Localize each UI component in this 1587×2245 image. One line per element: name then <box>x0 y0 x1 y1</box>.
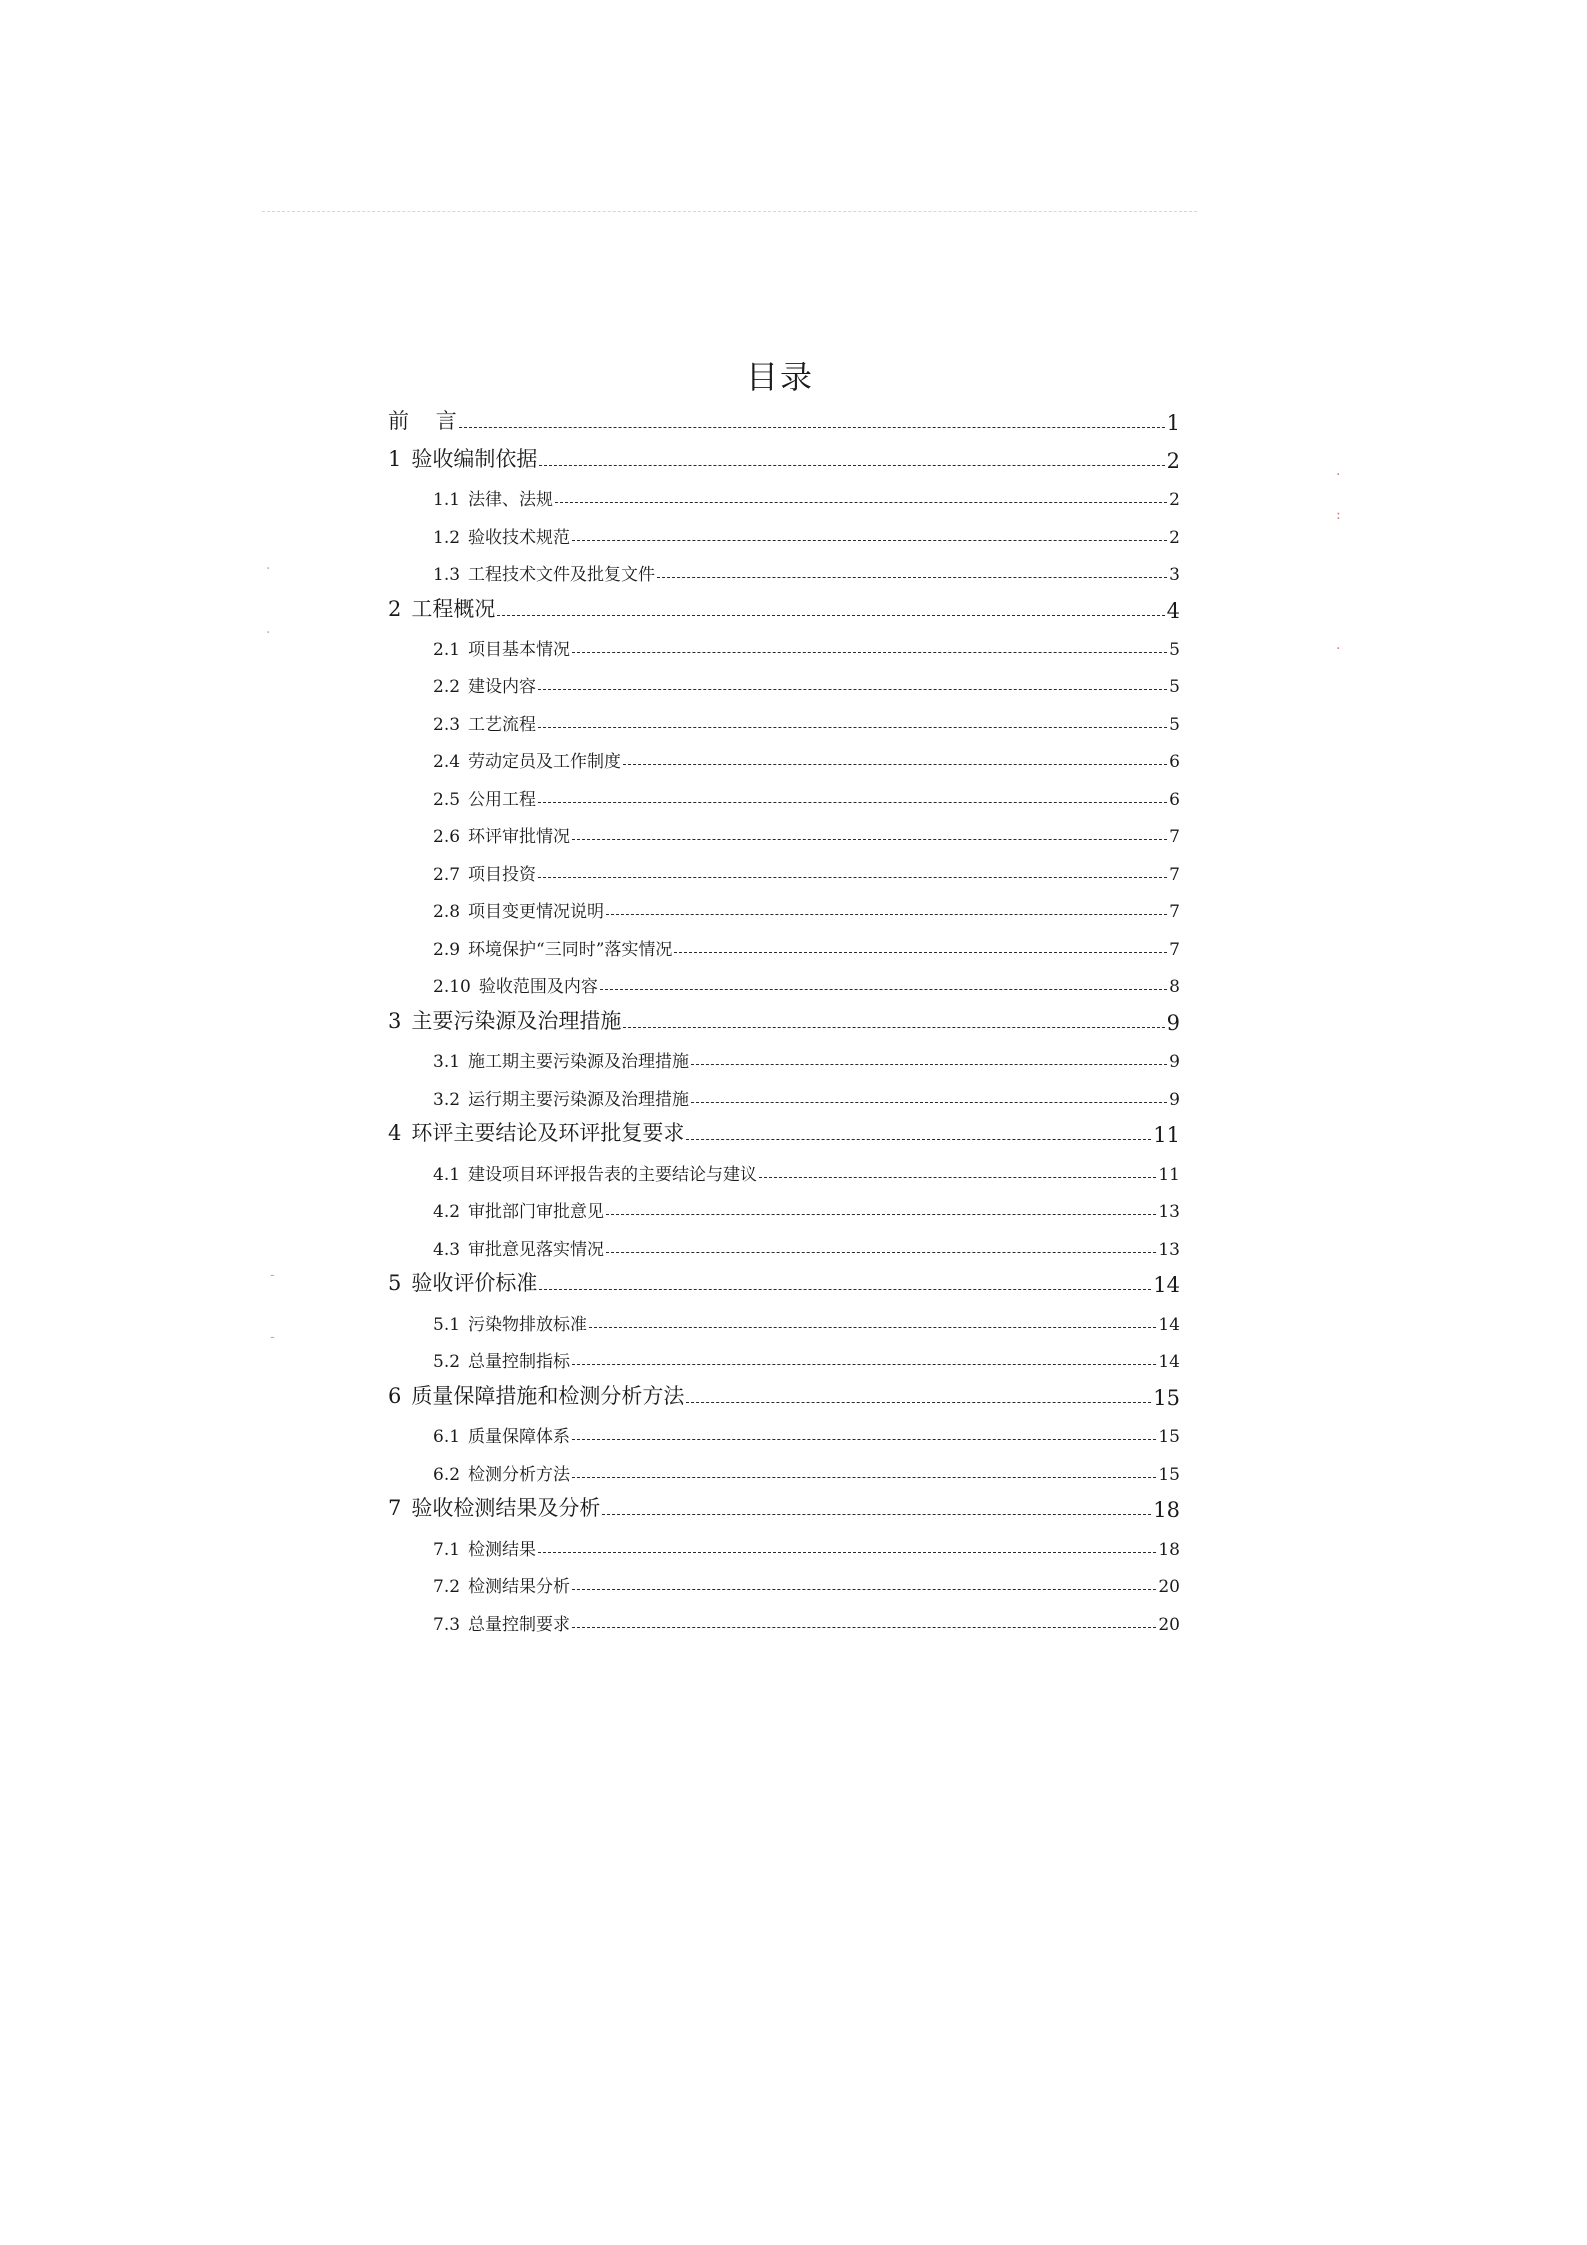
toc-leader <box>538 727 1167 728</box>
toc-page-number: 20 <box>1158 1615 1180 1635</box>
toc-leader <box>539 1289 1151 1290</box>
toc-page-number: 13 <box>1158 1240 1180 1260</box>
toc-leader <box>606 1214 1156 1215</box>
toc-entry-number: 7 <box>388 1496 402 1520</box>
toc-page-number: 9 <box>1169 1052 1180 1072</box>
toc-entry-label <box>433 1422 570 1447</box>
toc-entry-text: 审批部门审批意见 <box>468 1202 605 1222</box>
toc-entry <box>388 518 1180 548</box>
toc-entry-label <box>433 1160 757 1185</box>
toc-entry-label <box>433 972 598 997</box>
toc-entry <box>388 1080 1180 1110</box>
toc-entry <box>388 480 1180 510</box>
toc-title: 目录 <box>745 358 814 396</box>
toc-entry-label <box>433 635 570 660</box>
toc-page-number: 11 <box>1153 1123 1180 1147</box>
toc-page-number: 4 <box>1166 599 1180 623</box>
toc-page-number: 5 <box>1169 640 1180 660</box>
toc-entry <box>388 1342 1180 1372</box>
toc-page-number: 9 <box>1166 1011 1180 1035</box>
toc-entry-label <box>433 1197 604 1222</box>
toc-entry-number: 5.1 <box>433 1315 461 1335</box>
toc-entry-number: 5 <box>388 1271 402 1295</box>
toc-entry-text: 项目基本情况 <box>468 640 571 660</box>
toc-entry-number: 4.3 <box>433 1240 461 1260</box>
toc-leader <box>600 989 1167 990</box>
toc-leader <box>572 540 1167 541</box>
toc-leader <box>623 1027 1164 1028</box>
toc-entry-text: 劳动定员及工作制度 <box>468 752 622 772</box>
toc-page-number: 18 <box>1153 1498 1180 1522</box>
toc-page-number: 2 <box>1169 490 1180 510</box>
toc-leader <box>602 1514 1151 1515</box>
toc-entry-text: 验收技术规范 <box>468 528 571 548</box>
toc-entry-text: 工程概况 <box>411 597 496 621</box>
toc-entry <box>388 405 1180 435</box>
toc-page-number: 15 <box>1158 1465 1180 1485</box>
toc-leader <box>691 1064 1167 1065</box>
toc-leader <box>538 802 1167 803</box>
toc-entry-number: 2.3 <box>433 715 461 735</box>
toc-entry <box>388 667 1180 697</box>
toc-entry <box>388 1267 1180 1297</box>
toc-entry <box>388 1492 1180 1522</box>
toc-entry-number: 2.2 <box>433 677 461 697</box>
toc-entry-text: 运行期主要污染源及治理措施 <box>468 1090 690 1110</box>
toc-entry-text: 公用工程 <box>468 790 537 810</box>
toc-entry-label <box>433 560 655 585</box>
toc-entry-label <box>388 1117 684 1147</box>
toc-entry <box>388 443 1180 473</box>
toc-page-number: 15 <box>1158 1427 1180 1447</box>
toc-entry-text: 项目投资 <box>468 865 537 885</box>
toc-entry-label <box>433 860 536 885</box>
toc-entry-number: 5.2 <box>433 1352 461 1372</box>
toc-entry-text: 工程技术文件及批复文件 <box>468 565 656 585</box>
toc-leader <box>572 1627 1156 1628</box>
toc-entry-text: 主要污染源及治理措施 <box>411 1009 622 1033</box>
toc-entry-label <box>388 1380 684 1410</box>
toc-entry-label <box>433 1572 570 1597</box>
toc-page-number: 7 <box>1169 902 1180 922</box>
toc-entry-number: 4 <box>388 1121 402 1145</box>
toc-entry-text: 总量控制要求 <box>468 1615 571 1635</box>
toc-entry-text: 施工期主要污染源及治理措施 <box>468 1052 690 1072</box>
toc-entry <box>388 855 1180 885</box>
toc-entry <box>388 817 1180 847</box>
toc-entry-number: 2.10 <box>433 977 471 997</box>
toc-entry-number: 7.2 <box>433 1577 461 1597</box>
toc-entry-label <box>433 710 536 735</box>
toc-entry-label <box>433 1310 587 1335</box>
toc-entry <box>388 1230 1180 1260</box>
toc-entry-text: 检测分析方法 <box>468 1465 571 1485</box>
toc-entry <box>388 555 1180 585</box>
toc-page-number: 3 <box>1169 565 1180 585</box>
toc-leader <box>572 1364 1156 1365</box>
toc-entry-number: 1.1 <box>433 490 461 510</box>
toc-entry-label <box>433 747 621 772</box>
toc-entry <box>388 1417 1180 1447</box>
toc-entry-label <box>388 443 537 473</box>
toc-entry <box>388 1605 1180 1635</box>
toc-page-number: 20 <box>1158 1577 1180 1597</box>
toc-entry-text: 审批意见落实情况 <box>468 1240 605 1260</box>
toc-page-number: 15 <box>1153 1386 1180 1410</box>
toc-entry-text: 前 言 <box>388 409 457 433</box>
toc-leader <box>572 652 1167 653</box>
toc-entry-number: 2.7 <box>433 865 461 885</box>
toc-entry <box>388 1192 1180 1222</box>
toc-entry-number: 2.1 <box>433 640 461 660</box>
toc-entry-label <box>388 1267 537 1297</box>
toc-page-number: 5 <box>1169 715 1180 735</box>
toc-entry-label <box>388 593 495 623</box>
toc-page-number: 11 <box>1158 1165 1180 1185</box>
toc-entry <box>388 1567 1180 1597</box>
scan-speck: : <box>1336 507 1341 523</box>
toc-entry-number: 3 <box>388 1009 402 1033</box>
toc-entry-number: 3.2 <box>433 1090 461 1110</box>
toc-leader <box>674 952 1167 953</box>
toc-entry-number: 6.2 <box>433 1465 461 1485</box>
toc-entry-text: 建设内容 <box>468 677 537 697</box>
toc-entry-text: 污染物排放标准 <box>468 1315 588 1335</box>
toc-leader <box>538 689 1167 690</box>
toc-entry-label <box>433 1085 689 1110</box>
toc-entry-label <box>433 523 570 548</box>
toc-entry-label <box>433 1610 570 1635</box>
toc-page-number: 13 <box>1158 1202 1180 1222</box>
toc-leader <box>606 1252 1156 1253</box>
toc-entry <box>388 742 1180 772</box>
toc-entry-number: 2.5 <box>433 790 461 810</box>
toc-leader <box>606 914 1167 915</box>
scan-artifact-line <box>262 211 1197 212</box>
toc-leader <box>572 1477 1156 1478</box>
toc-entry-number: 7.1 <box>433 1540 461 1560</box>
toc-entry-number: 2.9 <box>433 940 461 960</box>
toc-entry-text: 验收检测结果及分析 <box>411 1496 601 1520</box>
toc-entry <box>388 593 1180 623</box>
toc-entry <box>388 705 1180 735</box>
toc-entry <box>388 1155 1180 1185</box>
toc-leader <box>657 577 1167 578</box>
toc-leader <box>538 1552 1156 1553</box>
toc-leader <box>572 1439 1156 1440</box>
toc-entry <box>388 1042 1180 1072</box>
toc-entry-number: 2.6 <box>433 827 461 847</box>
toc-entry-text: 验收评价标准 <box>411 1271 538 1295</box>
toc-entry-number: 6.1 <box>433 1427 461 1447</box>
toc-page-number: 18 <box>1158 1540 1180 1560</box>
toc-entry-text: 总量控制指标 <box>468 1352 571 1372</box>
toc-entry-number: 4.2 <box>433 1202 461 1222</box>
toc-entry <box>388 1005 1180 1035</box>
toc-entry-number: 2.8 <box>433 902 461 922</box>
toc-entry-label <box>433 1535 536 1560</box>
toc-page-number: 14 <box>1158 1352 1180 1372</box>
toc-leader <box>686 1402 1151 1403</box>
toc-entry <box>388 892 1180 922</box>
toc-page-number: 7 <box>1169 865 1180 885</box>
toc-entry <box>388 930 1180 960</box>
toc-entry-label <box>433 1460 570 1485</box>
toc-page-number: 2 <box>1166 449 1180 473</box>
toc-page-number: 7 <box>1169 827 1180 847</box>
scan-speck: · <box>1336 641 1341 657</box>
toc-entry-text: 检测结果 <box>468 1540 537 1560</box>
toc-entry-label <box>433 485 553 510</box>
toc-leader <box>759 1177 1156 1178</box>
scan-speck: · <box>266 625 271 641</box>
toc-leader <box>459 427 1165 428</box>
scan-speck: · <box>1336 467 1341 483</box>
toc-page-number: 5 <box>1169 677 1180 697</box>
toc-entry-text: 质量保障体系 <box>468 1427 571 1447</box>
toc-page-number: 14 <box>1158 1315 1180 1335</box>
toc-entry-number: 7.3 <box>433 1615 461 1635</box>
toc-entry-label <box>433 1347 570 1372</box>
toc-entry-number: 2 <box>388 597 402 621</box>
toc-leader <box>589 1327 1156 1328</box>
toc-leader <box>539 465 1164 466</box>
toc-entry-label <box>388 1005 621 1035</box>
toc-entry <box>388 1380 1180 1410</box>
toc-entry-text: 环评主要结论及环评批复要求 <box>411 1121 685 1145</box>
toc-page-number: 2 <box>1169 528 1180 548</box>
toc-entry-label <box>388 1492 600 1522</box>
toc-leader <box>623 764 1167 765</box>
scan-speck: - <box>270 1267 275 1283</box>
toc-page-number: 1 <box>1166 411 1180 435</box>
toc-leader <box>572 1589 1156 1590</box>
toc-entry <box>388 630 1180 660</box>
toc-entry-text: 工艺流程 <box>468 715 537 735</box>
toc-entry-label <box>433 1047 689 1072</box>
toc-entry-label <box>433 822 570 847</box>
toc-entry-text: 环评审批情况 <box>468 827 571 847</box>
toc-leader <box>538 877 1167 878</box>
scan-speck: · <box>266 561 271 577</box>
toc-entry <box>388 1530 1180 1560</box>
toc-leader <box>497 615 1164 616</box>
scan-speck: - <box>270 1329 275 1345</box>
toc-entry-label <box>433 897 604 922</box>
toc-entry-text: 验收范围及内容 <box>478 977 598 997</box>
toc-entry <box>388 780 1180 810</box>
toc-entry-number: 6 <box>388 1384 402 1408</box>
toc-entry-number: 1 <box>388 447 402 471</box>
toc-page-number: 14 <box>1153 1273 1180 1297</box>
toc-entry <box>388 1305 1180 1335</box>
toc-entry-label <box>433 1235 604 1260</box>
toc-entry <box>388 1117 1180 1147</box>
toc-page-number: 8 <box>1169 977 1180 997</box>
toc-entry-text: 环境保护“三同时”落实情况 <box>468 940 673 960</box>
toc-entry-label <box>433 785 536 810</box>
toc-entry-text: 法律、法规 <box>468 490 554 510</box>
toc-page-number: 6 <box>1169 752 1180 772</box>
toc-entry-label <box>433 935 672 960</box>
toc-entry-number: 1.2 <box>433 528 461 548</box>
toc-entry-label <box>388 405 457 435</box>
toc-entry-text: 质量保障措施和检测分析方法 <box>411 1384 685 1408</box>
toc-entry-text: 建设项目环评报告表的主要结论与建议 <box>468 1165 758 1185</box>
toc-entry-text: 项目变更情况说明 <box>468 902 605 922</box>
toc-entry-number: 1.3 <box>433 565 461 585</box>
toc-leader <box>555 502 1167 503</box>
toc-leader <box>572 839 1167 840</box>
toc-leader <box>686 1139 1151 1140</box>
toc-entry-number: 4.1 <box>433 1165 461 1185</box>
toc-entry-text: 验收编制依据 <box>411 447 538 471</box>
toc-page-number: 7 <box>1169 940 1180 960</box>
toc-leader <box>691 1102 1167 1103</box>
toc-entry <box>388 1455 1180 1485</box>
toc-entry-text: 检测结果分析 <box>468 1577 571 1597</box>
toc-page-number: 6 <box>1169 790 1180 810</box>
toc-entry-number: 2.4 <box>433 752 461 772</box>
toc-page-number: 9 <box>1169 1090 1180 1110</box>
toc-entry <box>388 967 1180 997</box>
toc-entry-label <box>433 672 536 697</box>
toc-entry-number: 3.1 <box>433 1052 461 1072</box>
